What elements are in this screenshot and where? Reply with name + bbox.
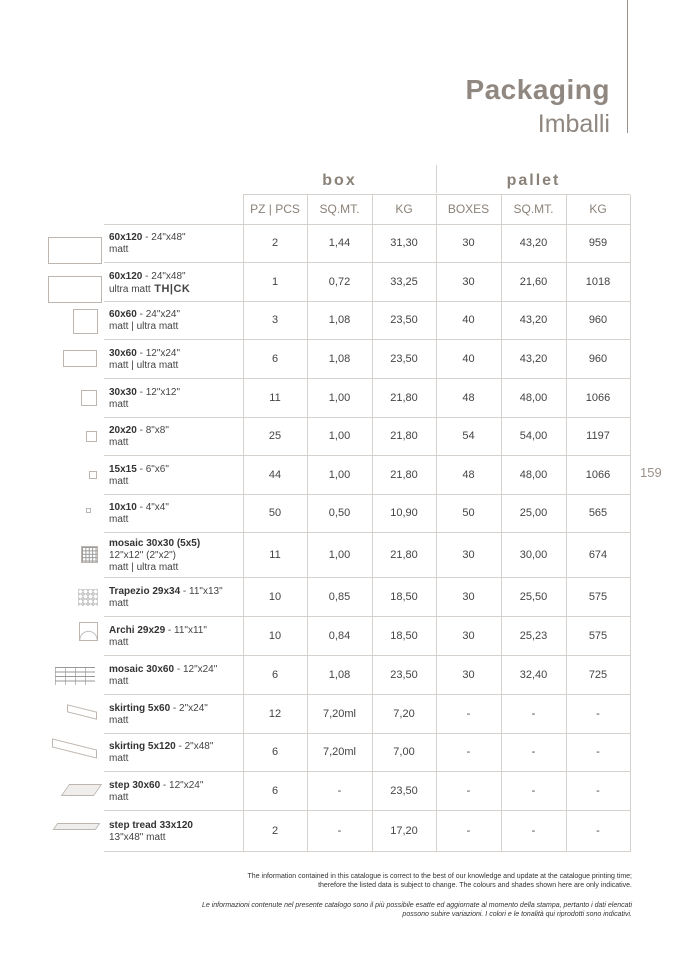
cell-pallet-sqmt: 48,00	[519, 469, 548, 481]
product-description	[109, 271, 190, 296]
cell-pallet-sqmt: 43,20	[519, 237, 548, 249]
product-description	[109, 387, 180, 411]
product-imperial-size: - 12"x12"	[136, 387, 181, 398]
cell-pcs: 2	[271, 237, 279, 249]
cell-box-kg: 23,50	[390, 314, 418, 326]
cell-box-kg: 23,50	[390, 785, 418, 797]
col-header-pallet-sqmt: SQ.MT.	[513, 202, 554, 216]
skirting-5x60-icon	[67, 704, 97, 719]
cell-pallet-kg: 1197	[586, 430, 610, 442]
product-finish: matt	[109, 244, 129, 255]
cell-pcs: 25	[268, 430, 282, 442]
cell-boxes: 54	[462, 430, 475, 442]
cell-pallet-sqmt: 32,40	[519, 669, 548, 681]
product-imperial-size: - 11"x11"	[165, 625, 207, 636]
product-finish: matt | ultra matt	[109, 321, 179, 332]
row-divider	[104, 851, 630, 852]
tile-30x30-icon	[81, 390, 97, 406]
cell-box-sqmt: 1,00	[328, 469, 351, 481]
product-description	[109, 502, 169, 526]
cell-pallet-kg: 674	[588, 549, 608, 561]
product-description	[109, 464, 169, 488]
cell-box-kg: 23,50	[390, 353, 418, 365]
cell-boxes: 30	[462, 276, 475, 288]
cell-pcs: 6	[271, 353, 279, 365]
cell-pallet-sqmt: 43,20	[519, 314, 548, 326]
product-imperial-size: - 11"x13"	[180, 586, 223, 597]
cell-pcs: 10	[268, 591, 282, 603]
product-finish: matt	[109, 715, 129, 726]
cell-box-kg: 10,90	[390, 507, 418, 519]
cell-box-sqmt: -	[337, 785, 342, 797]
product-finish-2: matt | ultra matt	[109, 562, 179, 573]
product-size: skirting 5x60	[109, 703, 171, 714]
cell-box-sqmt: 0,85	[328, 591, 351, 603]
product-description	[109, 232, 186, 256]
cell-boxes: 30	[462, 549, 475, 561]
cell-pallet-sqmt: 48,00	[519, 392, 548, 404]
col-header-box-sqmt: SQ.MT.	[319, 202, 360, 216]
product-size: mosaic 30x60	[109, 664, 175, 675]
skirting-5x120-icon	[52, 738, 97, 758]
cell-pcs: 3	[271, 314, 279, 326]
cell-pallet-kg: -	[596, 708, 600, 720]
product-finish: matt | ultra matt	[109, 360, 179, 371]
cell-pcs: 2	[271, 825, 279, 837]
cell-pcs: 10	[268, 630, 282, 642]
table-row	[0, 656, 678, 695]
group-separator	[436, 165, 437, 193]
cell-pallet-kg: -	[596, 746, 600, 758]
product-imperial-size: - 12"x24"	[136, 348, 181, 359]
product-description	[109, 820, 193, 844]
product-finish: ultra matt TH|CK	[109, 283, 191, 295]
cell-boxes: 48	[462, 392, 475, 404]
product-imperial-size: - 4"x4"	[136, 502, 169, 513]
cell-boxes: 50	[462, 507, 475, 519]
cell-pallet-kg: 960	[588, 314, 608, 326]
cell-pallet-sqmt: 21,60	[519, 276, 548, 288]
trapezio-icon	[78, 589, 98, 606]
product-finish: matt	[109, 514, 129, 525]
cell-pallet-sqmt: -	[531, 785, 536, 797]
table-row	[0, 263, 678, 302]
tile-60x120-icon	[48, 237, 102, 264]
product-size: 30x30	[109, 387, 137, 398]
product-finish: matt	[109, 598, 129, 609]
table-row	[0, 578, 678, 617]
cell-pallet-kg: 1066	[585, 392, 611, 404]
product-size: Trapezio 29x34	[109, 586, 181, 597]
cell-pcs: 1	[271, 276, 279, 288]
tile-15x15-icon	[89, 471, 97, 479]
cell-pallet-kg: 565	[588, 507, 608, 519]
cell-pallet-kg: -	[596, 785, 600, 797]
cell-pallet-kg: 960	[588, 353, 608, 365]
cell-box-kg: 7,20	[393, 708, 415, 720]
cell-box-kg: 21,80	[390, 392, 418, 404]
table-row	[0, 734, 678, 772]
product-finish: matt	[109, 792, 129, 803]
col-header-box-kg: KG	[395, 202, 413, 216]
product-size: step tread 33x120	[109, 820, 193, 831]
cell-box-kg: 33,25	[390, 276, 418, 288]
product-size: 20x20	[109, 425, 137, 436]
cell-pcs: 12	[268, 708, 282, 720]
table-row	[0, 695, 678, 734]
product-imperial-size: - 24"x48"	[142, 271, 186, 282]
footer-en-line-2: therefore the listed data is subject to change. The colours and shades shown here are only indicative.	[318, 882, 632, 889]
product-finish: matt	[109, 753, 129, 764]
cell-box-sqmt: 0,84	[328, 630, 351, 642]
table-row	[0, 617, 678, 656]
thick-logo: TH|CK	[150, 283, 191, 295]
cell-pallet-kg: 1066	[585, 469, 611, 481]
table-row	[0, 418, 678, 456]
cell-pallet-sqmt: -	[531, 746, 536, 758]
product-imperial-size: - 2"x48"	[175, 741, 214, 752]
cell-pallet-kg: 1018	[585, 276, 611, 288]
cell-boxes: 30	[462, 591, 475, 603]
archi-icon	[79, 622, 98, 641]
cell-box-sqmt: 1,08	[328, 353, 351, 365]
col-header-pallet-kg: KG	[589, 202, 607, 216]
product-imperial-size: - 12"x24"	[160, 780, 204, 791]
group-header-pallet: pallet	[506, 172, 561, 189]
product-size: 10x10	[109, 502, 137, 513]
table-row	[0, 533, 678, 578]
col-header-boxes: BOXES	[447, 202, 490, 216]
footer-en-line-1: The information contained in this catalogue is correct to the best of our knowledge and update at the catalogue printing time;	[247, 873, 632, 880]
product-finish: matt	[109, 437, 129, 448]
cell-pcs: 50	[268, 507, 282, 519]
product-description	[109, 625, 207, 649]
cell-box-kg: 18,50	[390, 591, 418, 603]
cell-pallet-sqmt: 25,23	[519, 630, 548, 642]
product-description	[109, 741, 213, 765]
product-description	[109, 425, 169, 449]
table-row	[0, 379, 678, 418]
cell-pallet-sqmt: 43,20	[519, 353, 548, 365]
cell-pallet-kg: -	[596, 825, 600, 837]
table-row	[0, 456, 678, 495]
tile-10x10-icon	[86, 508, 91, 513]
product-size: 30x60	[109, 348, 137, 359]
step-tread-icon	[53, 823, 101, 830]
table-row	[0, 811, 678, 852]
cell-box-kg: 23,50	[390, 669, 418, 681]
table-row	[0, 224, 678, 263]
cell-pallet-sqmt: -	[531, 825, 536, 837]
product-size: 60x60	[109, 309, 137, 320]
product-description	[109, 664, 217, 688]
cell-pcs: 6	[271, 746, 279, 758]
product-imperial-size: - 12"x24"	[174, 664, 218, 675]
product-size: mosaic 30x30 (5x5)	[109, 538, 201, 549]
product-size: Archi 29x29	[109, 625, 166, 636]
col-header-pcs: PZ | PCS	[250, 202, 300, 216]
cell-box-sqmt: 1,00	[328, 549, 351, 561]
cell-pallet-kg: 575	[588, 630, 608, 642]
cell-pallet-kg: 959	[588, 237, 608, 249]
cell-boxes: 30	[462, 669, 475, 681]
product-description	[109, 780, 203, 804]
product-size: 60x120	[109, 271, 143, 282]
page-subtitle: Imballi	[537, 110, 610, 138]
cell-box-kg: 31,30	[390, 237, 418, 249]
cell-pallet-sqmt: 30,00	[519, 549, 548, 561]
cell-pallet-kg: 575	[588, 591, 608, 603]
product-finish: 12"x12" (2"x2")	[109, 550, 177, 561]
header-vertical-rule	[627, 0, 628, 133]
cell-box-sqmt: 7,20ml	[322, 746, 357, 758]
cell-box-sqmt: 1,00	[328, 430, 351, 442]
tile-20x20-icon	[86, 431, 97, 442]
tile-30x60-icon	[63, 350, 97, 367]
product-description	[109, 348, 180, 372]
cell-pcs: 44	[268, 469, 282, 481]
cell-box-sqmt: 1,44	[328, 237, 351, 249]
product-size: step 30x60	[109, 780, 161, 791]
cell-box-sqmt: 0,72	[328, 276, 351, 288]
mosaic-grid-icon	[81, 546, 98, 563]
product-description	[109, 703, 208, 727]
table-row	[0, 495, 678, 533]
cell-box-sqmt: 7,20ml	[322, 708, 357, 720]
cell-pallet-kg: 725	[588, 669, 608, 681]
cell-boxes: -	[466, 746, 471, 758]
cell-boxes: 30	[462, 630, 475, 642]
table-row	[0, 302, 678, 340]
group-header-box: box	[322, 172, 357, 189]
page-title: Packaging	[465, 74, 610, 105]
product-finish: 13"x48" matt	[109, 832, 166, 843]
cell-pcs: 6	[271, 785, 279, 797]
cell-box-sqmt: 1,08	[328, 314, 351, 326]
product-imperial-size: - 24"x48"	[142, 232, 186, 243]
cell-boxes: 40	[462, 353, 475, 365]
product-description	[109, 309, 180, 333]
product-size: skirting 5x120	[109, 741, 176, 752]
cell-boxes: -	[466, 708, 471, 720]
product-description	[109, 538, 200, 574]
cell-box-sqmt: 1,08	[328, 669, 351, 681]
table-row	[0, 772, 678, 811]
cell-pcs: 11	[269, 549, 281, 561]
cell-box-kg: 17,20	[390, 825, 418, 837]
cell-box-kg: 21,80	[390, 549, 418, 561]
product-imperial-size: - 2"x24"	[170, 703, 208, 714]
footer-it-line-1: Le informazioni contenute nel presente catalogo sono il più possibile esatte ed aggiornate al momento della stampa, pertanto i dati elencati	[202, 902, 632, 909]
footer-it-line-2: possono subire variazioni. I colori e le tonalità qui riprodotti sono indicativi.	[402, 911, 632, 918]
product-finish: matt	[109, 676, 129, 687]
product-size: 60x120	[109, 232, 143, 243]
product-finish: matt	[109, 637, 129, 648]
cell-boxes: -	[466, 825, 471, 837]
cell-boxes: 40	[462, 314, 475, 326]
cell-box-kg: 7,00	[393, 746, 415, 758]
step-icon	[61, 784, 102, 796]
cell-pallet-sqmt: 25,00	[519, 507, 548, 519]
cell-pallet-sqmt: 25,50	[519, 591, 548, 603]
cell-boxes: -	[466, 785, 471, 797]
cell-pallet-sqmt: 54,00	[519, 430, 548, 442]
cell-box-kg: 18,50	[390, 630, 418, 642]
cell-box-kg: 21,80	[390, 430, 418, 442]
tile-60x120-thick-icon	[48, 276, 102, 303]
product-imperial-size: - 6"x6"	[136, 464, 169, 475]
cell-box-sqmt: 1,00	[328, 392, 351, 404]
page-number: 159	[640, 465, 662, 480]
cell-pcs: 11	[269, 392, 281, 404]
cell-box-kg: 21,80	[390, 469, 418, 481]
mosaic-30x60-icon	[55, 667, 95, 685]
product-imperial-size: - 8"x8"	[136, 425, 169, 436]
cell-box-sqmt: 0,50	[328, 507, 351, 519]
cell-box-sqmt: -	[337, 825, 342, 837]
tile-60x60-icon	[73, 309, 98, 334]
product-description	[109, 586, 223, 610]
product-finish: matt	[109, 399, 129, 410]
product-imperial-size: - 24"x24"	[136, 309, 181, 320]
cell-boxes: 30	[462, 237, 475, 249]
product-size: 15x15	[109, 464, 137, 475]
cell-pcs: 6	[271, 669, 279, 681]
table-row	[0, 340, 678, 379]
cell-pallet-sqmt: -	[531, 708, 536, 720]
product-finish: matt	[109, 476, 129, 487]
cell-boxes: 48	[462, 469, 475, 481]
